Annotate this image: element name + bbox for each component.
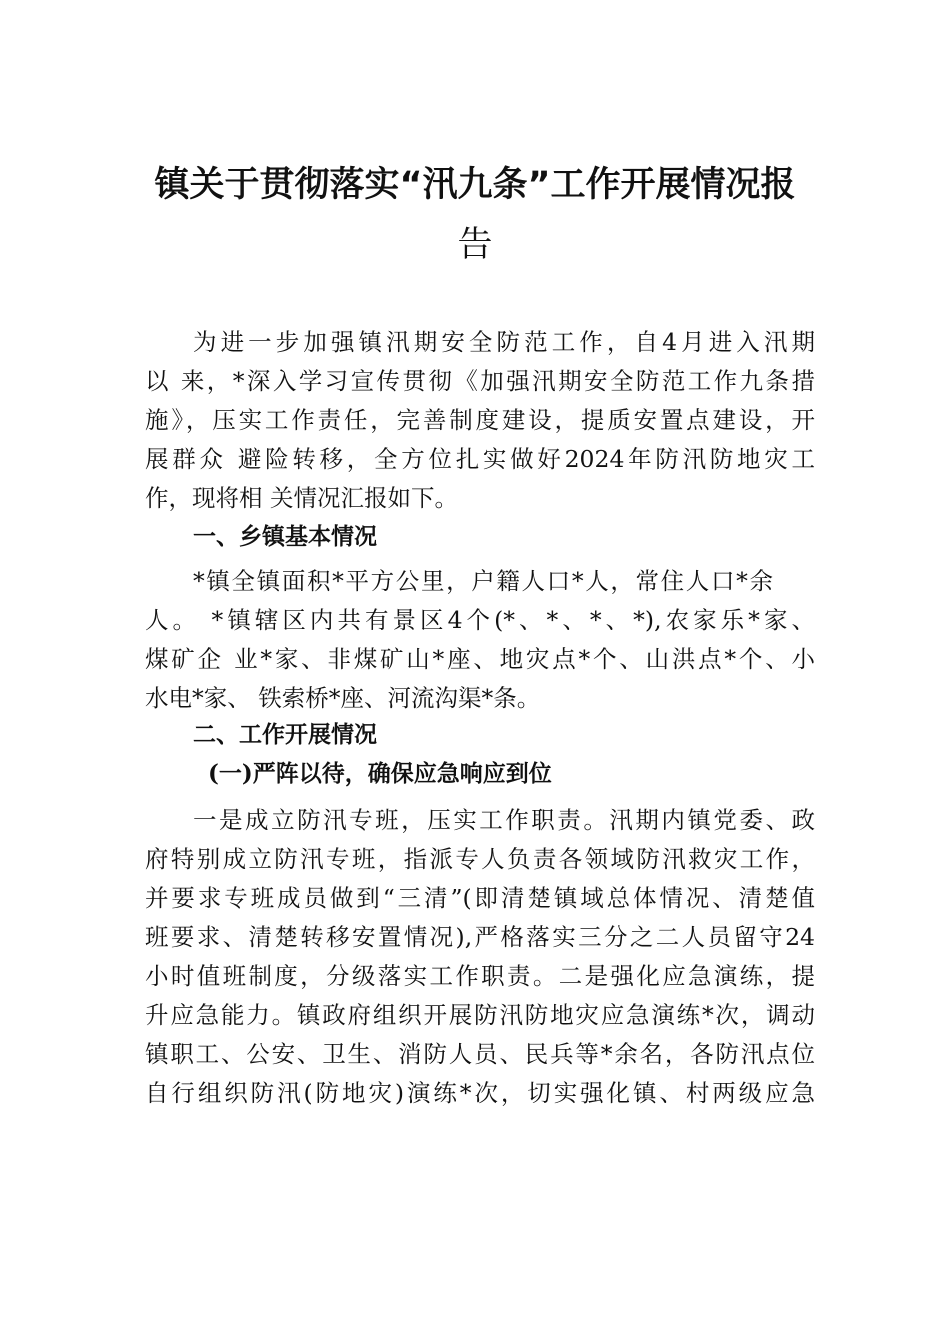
subsection1-line: 班要求、清楚转移安置情况),严格落实三分之二人员留守24: [145, 923, 815, 951]
section-heading-work-progress: 二、工作开展情况: [193, 722, 377, 748]
subsection1-line: 府特别成立防汛专班，指派专人负责各领域防汛救灾工作，: [145, 845, 815, 873]
section1-line: 煤矿企 业*家、非煤矿山*座、地灾点*个、山洪点*个、小: [145, 645, 815, 673]
subsection-heading-emergency-response: (一)严阵以待，确保应急响应到位: [208, 760, 552, 787]
document-title-line-1: 镇关于贯彻落实“汛九条”工作开展情况报: [154, 165, 796, 205]
document-title-line-2: 告: [457, 225, 493, 265]
subsection1-line: 并要求专班成员做到“三清”(即清楚镇域总体情况、清楚值: [145, 884, 815, 912]
subsection1-line: 镇职工、公安、卫生、消防人员、民兵等*余名，各防汛点位: [145, 1040, 815, 1068]
intro-line: 施》，压实工作责任，完善制度建设，提质安置点建设，开: [145, 406, 815, 434]
section1-line: 人。 *镇辖区内共有景区4个(*、*、*、*),农家乐*家、: [145, 606, 815, 634]
intro-line: 作，现将相 关情况汇报如下。: [145, 484, 458, 512]
intro-line: 为进一步加强镇汛期安全防范工作，自4月进入汛期: [193, 328, 815, 356]
subsection1-line: 自行组织防汛(防地灾)演练*次，切实强化镇、村两级应急: [145, 1079, 815, 1107]
intro-line: 以 来，*深入学习宣传贯彻《加强汛期安全防范工作九条措: [145, 367, 815, 395]
section1-line: *镇全镇面积*平方公里，户籍人口*人，常住人口*余: [193, 567, 773, 595]
subsection1-line: 一是成立防汛专班，压实工作职责。汛期内镇党委、政: [193, 806, 815, 834]
intro-line: 展群众 避险转移，全方位扎实做好2024年防汛防地灾工: [145, 445, 815, 473]
section1-line: 水电*家、 铁索桥*座、河流沟渠*条。: [145, 684, 541, 712]
subsection1-line: 升应急能力。镇政府组织开展防汛防地灾应急演练*次，调动: [145, 1001, 815, 1029]
section-heading-basic-info: 一、乡镇基本情况: [193, 524, 377, 550]
subsection1-line: 小时值班制度，分级落实工作职责。二是强化应急演练，提: [145, 962, 815, 990]
